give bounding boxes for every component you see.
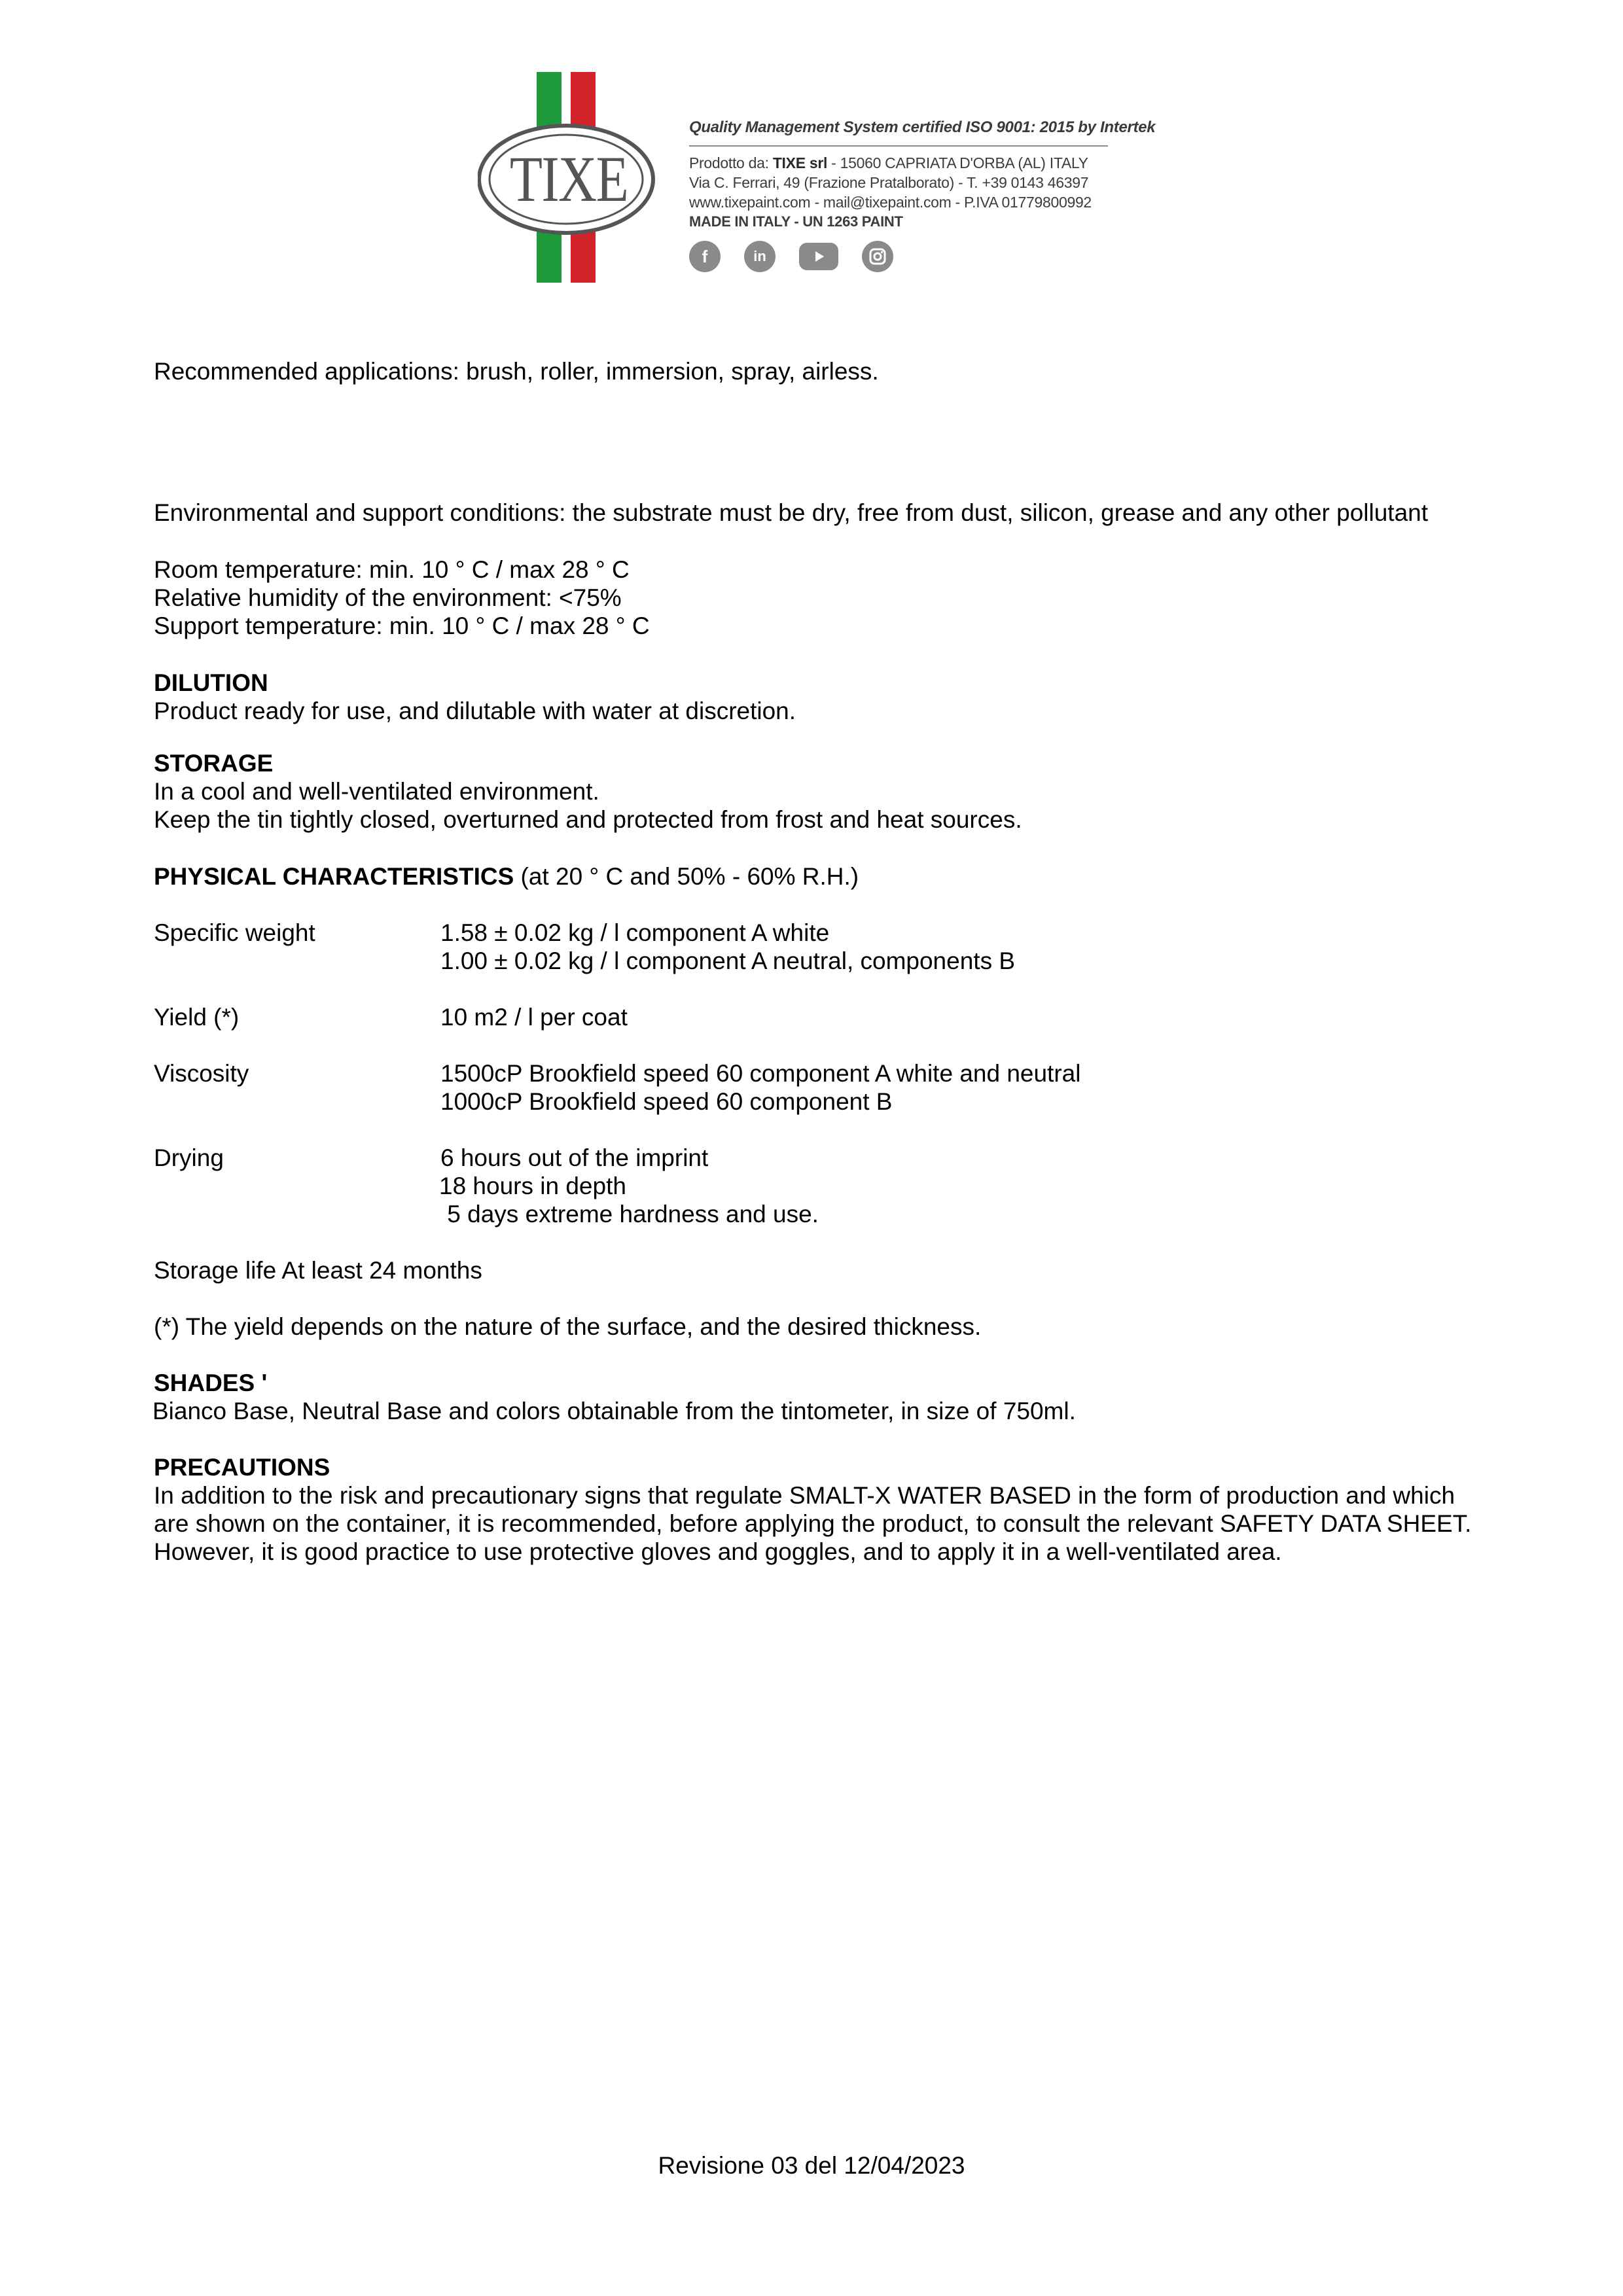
physical-note: (at 20 ° C and 50% - 60% R.H.) — [514, 863, 859, 890]
social-icons — [689, 241, 1155, 272]
dilution-heading: DILUTION — [154, 669, 268, 696]
precautions-heading: PRECAUTIONS — [154, 1454, 330, 1481]
applications-text: Recommended applications: brush, roller, immersion, spray, airless. — [154, 358, 879, 385]
spec-value: 1.58 ± 0.02 kg / l component A white — [440, 919, 830, 946]
spec-value: 10 m2 / l per coat — [440, 1004, 628, 1031]
producer-name: TIXE srl — [772, 154, 828, 171]
dilution-text: Product ready for use, and dilutable with water at discretion. — [154, 698, 796, 724]
spec-value: 5 days extreme hardness and use. — [440, 1201, 819, 1227]
storage-line-1: In a cool and well-ventilated environment. — [154, 778, 599, 805]
spec-value: 1500cP Brookfield speed 60 component A white and neutral — [440, 1060, 1081, 1087]
revision-footer: Revisione 03 del 12/04/2023 — [658, 2152, 965, 2179]
precautions-line-2: are shown on the container, it is recommended, before applying the product, to consult the relevant SAFETY DATA SHEET. — [154, 1510, 1472, 1537]
precautions-line-3: However, it is good practice to use protective gloves and goggles, and to apply it in a well-ventilated area. — [154, 1538, 1282, 1565]
logo-text: TIXE — [509, 143, 628, 215]
support-temperature: Support temperature: min. 10 ° C / max 28 ° C — [154, 612, 650, 639]
shades-text: Bianco Base, Neutral Base and colors obtainable from the tintometer, in size of 750ml. — [152, 1398, 1076, 1424]
youtube-icon[interactable] — [799, 243, 838, 270]
facebook-icon[interactable]: f — [689, 241, 721, 272]
environment-text: Environmental and support conditions: the substrate must be dry, free from dust, silicon, grease and any other pollutant — [154, 499, 1428, 526]
instagram-icon[interactable] — [862, 241, 893, 272]
spec-label: Specific weight — [154, 919, 315, 946]
physical-title: PHYSICAL CHARACTERISTICS — [154, 863, 514, 890]
shades-heading: SHADES ' — [154, 1369, 268, 1396]
made-in-line: MADE IN ITALY - UN 1263 PAINT — [689, 213, 903, 230]
physical-heading — [154, 862, 859, 891]
storage-line-2: Keep the tin tightly closed, overturned and protected from frost and heat sources. — [154, 806, 1022, 833]
spec-label: Viscosity — [154, 1060, 249, 1087]
room-temperature: Room temperature: min. 10 ° C / max 28 ° C — [154, 556, 630, 583]
spec-value: 18 hours in depth — [439, 1173, 626, 1199]
web-line: www.tixepaint.com - mail@tixepaint.com - P.IVA 01779800992 — [689, 194, 1092, 211]
precautions-line-1: In addition to the risk and precautionary signs that regulate SMALT-X WATER BASED in the form of production and which — [154, 1482, 1455, 1509]
producer-rest: - 15060 CAPRIATA D'ORBA (AL) ITALY — [827, 154, 1088, 171]
yield-note: (*) The yield depends on the nature of the surface, and the desired thickness. — [154, 1313, 982, 1340]
relative-humidity: Relative humidity of the environment: <75% — [154, 584, 622, 611]
producer-line — [689, 153, 1155, 173]
spec-label: Yield (*) — [154, 1004, 240, 1031]
spec-value: 1000cP Brookfield speed 60 component B — [440, 1088, 893, 1115]
certification-line: Quality Management System certified ISO 9001: 2015 by Intertek — [689, 118, 1156, 136]
storage-life: Storage life At least 24 months — [154, 1257, 482, 1284]
spec-value: 1.00 ± 0.02 kg / l component A neutral, components B — [440, 947, 1016, 974]
spec-label: Drying — [154, 1144, 224, 1171]
linkedin-icon[interactable]: in — [744, 241, 776, 272]
company-info — [689, 118, 1155, 272]
spec-value: 6 hours out of the imprint — [440, 1144, 709, 1171]
producer-prefix: Prodotto da: — [689, 154, 773, 171]
address-line: Via C. Ferrari, 49 (Frazione Pratalborato) - T. +39 0143 46397 — [689, 174, 1089, 191]
divider — [689, 145, 1108, 147]
storage-heading: STORAGE — [154, 750, 274, 777]
